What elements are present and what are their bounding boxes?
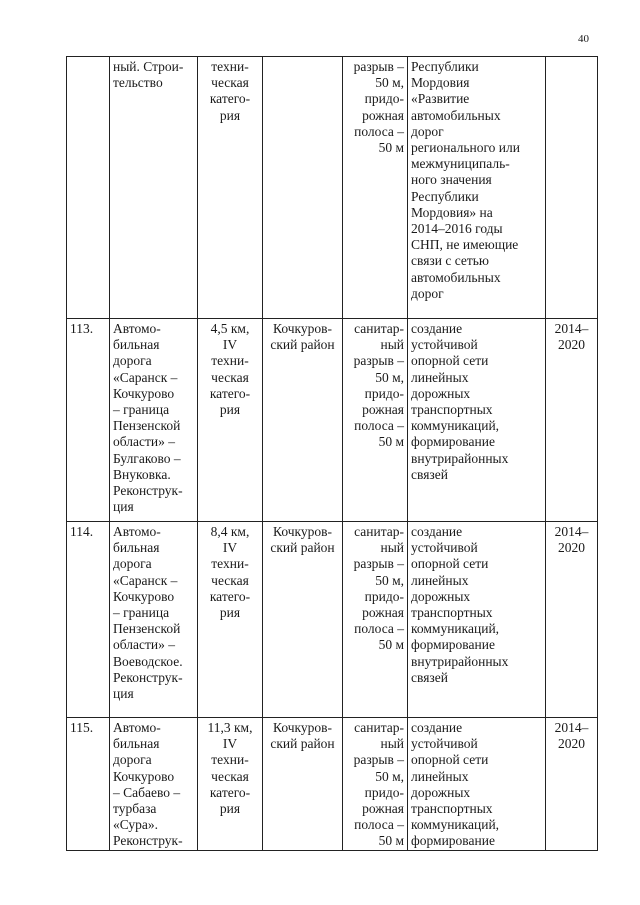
purpose-text: создание устойчивой опорной сети линейных дорожных транспортных коммуникаций, формирование внутрирайонных связей [411,524,509,685]
district-cell [263,57,343,319]
district-cell [263,319,343,522]
purpose-cell [408,57,546,319]
row-number-cell [67,57,110,319]
row-number-text: 113. [70,321,94,336]
zone-restrictions-text: санитар- ный разрыв – 50 м, придо- рожная полоса – 50 м [353,321,404,450]
district-text: Кочкуров- ский район [270,720,335,752]
object-parameters-text: 8,4 км, IV техни- ческая катего- рия [209,524,251,621]
object-name-text: Автомо- бильная дорога «Саранск – Кочкурово – граница Пензенской области» – Воеводское. Реконструк- ция [113,524,183,702]
implementation-term-cell [546,718,598,851]
object-name-cell [110,319,198,522]
object-name-text: Автомо- бильная дорога Кочкурово – Сабаево – турбаза «Сура». Реконструк- [113,720,183,849]
object-name-text: Автомо- бильная дорога «Саранск – Кочкурово – граница Пензенской области» – Булгаково – Внуковка. Реконструк- ция [113,321,183,515]
zone-restrictions-cell [343,57,408,319]
implementation-term-text: 2014– 2020 [554,321,589,353]
object-parameters-cell [198,718,263,851]
implementation-term-cell [546,522,598,718]
district-cell [263,718,343,851]
zone-restrictions-text: разрыв – 50 м, придо- рожная полоса – 50 м [353,59,404,156]
table-row [67,57,598,319]
district-cell [263,522,343,718]
object-name-cell [110,522,198,718]
purpose-cell [408,718,546,851]
object-name-cell [110,718,198,851]
row-number-cell [67,319,110,522]
purpose-cell [408,522,546,718]
zone-restrictions-cell [343,718,408,851]
row-number-cell [67,718,110,851]
zone-restrictions-text: санитар- ный разрыв – 50 м, придо- рожная полоса – 50 м [353,720,404,849]
object-name-text: ный. Строи- тельство [113,59,184,91]
table-row [67,319,598,522]
implementation-term-text: 2014– 2020 [554,524,589,556]
zone-restrictions-cell [343,522,408,718]
table-row [67,718,598,851]
object-name-cell [110,57,198,319]
object-parameters-text: 11,3 км, IV техни- ческая катего- рия [207,720,253,817]
purpose-text: Республики Мордовия «Развитие автомобильных дорог регионального или межмуниципаль- ного значения Республики Мордовия» на 2014–2016 годы СНП, не имеющие связи с сетью автомобильных дорог [411,59,520,301]
zone-restrictions-cell [343,319,408,522]
purpose-text: создание устойчивой опорной сети линейных дорожных транспортных коммуникаций, формирование внутрирайонных связей [411,321,509,482]
row-number-text: 115. [70,720,94,735]
implementation-term-cell [546,319,598,522]
implementation-term-cell [546,57,598,319]
object-parameters-text: техни- ческая катего- рия [209,59,251,123]
object-parameters-text: 4,5 км, IV техни- ческая катего- рия [209,321,251,418]
object-parameters-cell [198,57,263,319]
district-text: Кочкуров- ский район [270,524,335,556]
purpose-text: создание устойчивой опорной сети линейных дорожных транспортных коммуникаций, формирование [411,720,500,849]
district-text: Кочкуров- ский район [270,321,335,353]
purpose-cell [408,319,546,522]
page-number: 40 [578,33,589,45]
zone-restrictions-text: санитар- ный разрыв – 50 м, придо- рожная полоса – 50 м [353,524,404,653]
object-parameters-cell [198,522,263,718]
row-number-text: 114. [70,524,94,539]
row-number-cell [67,522,110,718]
planning-table [66,56,598,851]
table-row [67,522,598,718]
object-parameters-cell [198,319,263,522]
implementation-term-text: 2014– 2020 [554,720,589,752]
